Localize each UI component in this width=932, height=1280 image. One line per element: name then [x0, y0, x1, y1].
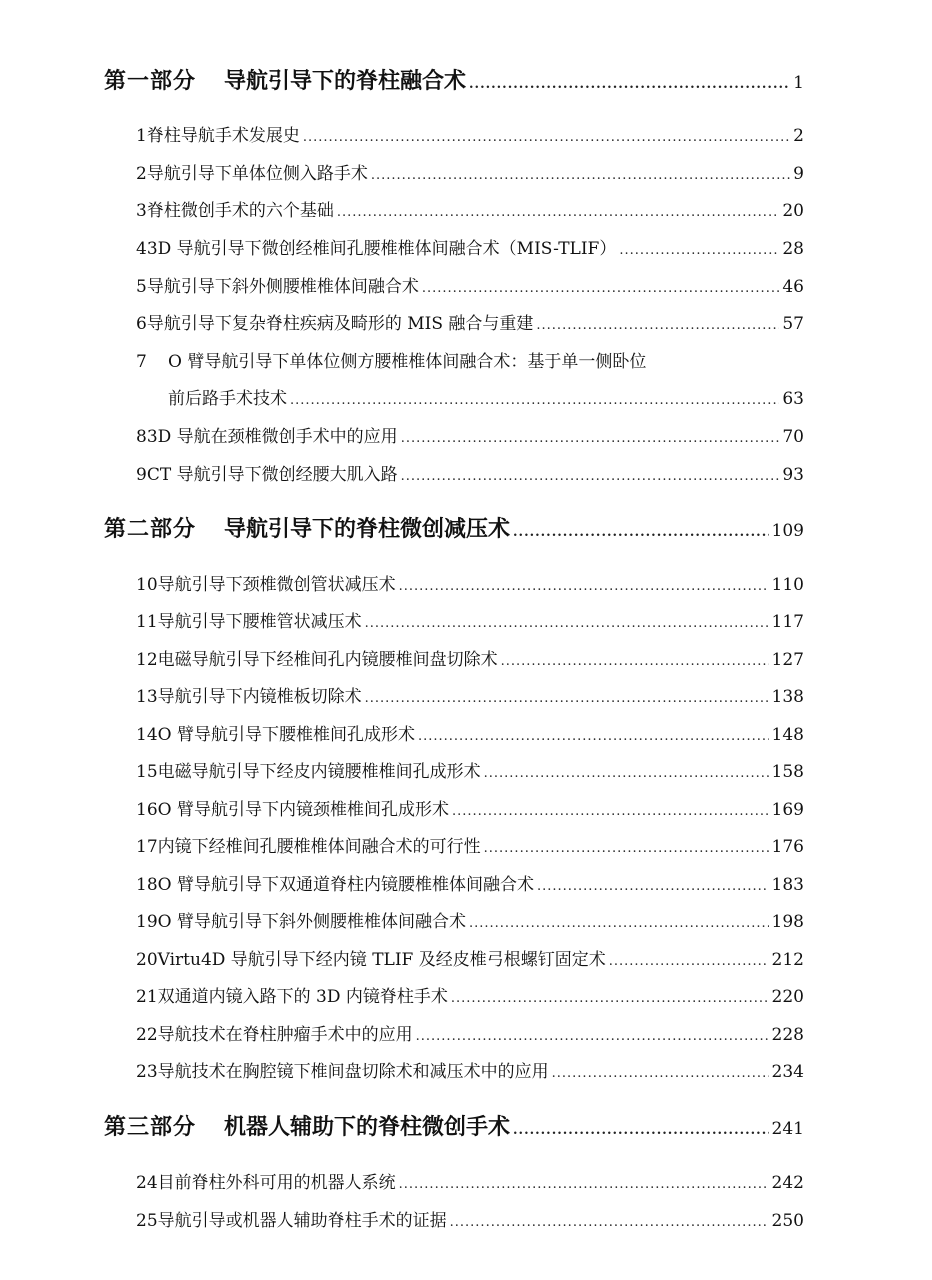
chapter-number: 5	[136, 277, 147, 297]
page-number: 148	[771, 725, 804, 745]
part-label: 第三部分	[104, 1114, 197, 1140]
chapter-title: 电磁导航引导下经皮内镜腰椎椎间孔成形术	[157, 762, 481, 782]
chapter-title: 3D 导航在颈椎微创手术中的应用	[146, 427, 398, 447]
dot-leader	[513, 525, 769, 540]
dot-leader	[416, 1029, 769, 1044]
chapter-title: 导航技术在脊柱肿瘤手术中的应用	[157, 1025, 413, 1045]
dot-leader	[609, 954, 769, 969]
part-title: 导航引导下的脊柱微创减压术	[224, 516, 511, 542]
dot-leader	[365, 616, 769, 631]
chapter-number: 6	[136, 314, 147, 334]
dot-leader	[469, 77, 790, 92]
dot-leader	[418, 729, 769, 744]
chapter-title: 内镜下经椎间孔腰椎椎体间融合术的可行性	[157, 837, 481, 857]
dot-leader	[501, 654, 769, 669]
chapter-title: 3D 导航引导下微创经椎间孔腰椎椎体间融合术（MIS-TLIF）	[146, 239, 617, 259]
chapter-entry[interactable]	[136, 832, 804, 858]
chapter-entry[interactable]	[136, 121, 804, 147]
chapter-entry[interactable]	[136, 1206, 804, 1232]
dot-leader	[401, 431, 780, 446]
chapter-title: 导航引导或机器人辅助脊柱手术的证据	[157, 1211, 447, 1231]
chapter-number: 22	[136, 1025, 158, 1045]
chapter-entry[interactable]	[136, 607, 804, 633]
chapter-entry[interactable]	[136, 1057, 804, 1083]
page-number: 70	[782, 427, 804, 447]
chapter-entry-continued[interactable]	[168, 384, 804, 410]
part-title: 机器人辅助下的脊柱微创手术	[224, 1114, 511, 1140]
page-number: 1	[793, 73, 804, 93]
chapter-entry[interactable]	[136, 422, 804, 448]
part-title: 导航引导下的脊柱融合术	[224, 68, 467, 94]
page-number: 138	[771, 687, 804, 707]
page-number: 28	[782, 239, 804, 259]
chapter-entry[interactable]	[136, 682, 804, 708]
chapter-title: 脊柱导航手术发展史	[146, 126, 300, 146]
dot-leader	[290, 393, 779, 408]
chapter-title: 导航引导下颈椎微创管状减压术	[157, 575, 396, 595]
page-number: 176	[771, 837, 804, 857]
dot-leader	[450, 1215, 769, 1230]
chapter-entry[interactable]	[136, 720, 804, 746]
chapter-entry[interactable]	[136, 159, 804, 185]
chapter-number: 16	[136, 800, 158, 820]
chapter-entry[interactable]	[136, 570, 804, 596]
chapter-entry[interactable]	[136, 1168, 804, 1194]
chapter-title: 脊柱微创手术的六个基础	[146, 201, 334, 221]
chapter-title: 导航引导下单体位侧入路手术	[146, 164, 368, 184]
chapter-number: 13	[136, 687, 158, 707]
dot-leader	[452, 804, 769, 819]
dot-leader	[371, 168, 790, 183]
chapter-number: 12	[136, 650, 158, 670]
dot-leader	[469, 916, 769, 931]
dot-leader	[537, 879, 769, 894]
page-number: 250	[771, 1211, 804, 1231]
dot-leader	[484, 766, 769, 781]
chapter-number: 17	[136, 837, 158, 857]
page-number: 234	[771, 1062, 804, 1082]
chapter-entry[interactable]	[136, 645, 804, 671]
page-number: 20	[782, 201, 804, 221]
chapter-title: 导航引导下斜外侧腰椎椎体间融合术	[146, 277, 419, 297]
page-number: 242	[771, 1173, 804, 1193]
chapter-entry[interactable]	[136, 1020, 804, 1046]
chapter-entry[interactable]	[136, 347, 804, 373]
chapter-entry[interactable]	[136, 870, 804, 896]
page-number: 93	[782, 465, 804, 485]
page-number: 2	[793, 126, 804, 146]
page-number: 241	[771, 1119, 804, 1139]
page-number: 220	[771, 987, 804, 1007]
page-number: 63	[782, 389, 804, 409]
chapter-entry[interactable]	[136, 309, 804, 335]
chapter-number: 3	[136, 201, 147, 221]
page-number: 46	[782, 277, 804, 297]
dot-leader	[536, 318, 779, 333]
chapter-number: 1	[136, 126, 147, 146]
dot-leader	[365, 691, 769, 706]
page-number: 9	[793, 164, 804, 184]
chapter-entry[interactable]	[136, 907, 804, 933]
dot-leader	[399, 1177, 769, 1192]
chapter-number: 24	[136, 1173, 158, 1193]
chapter-number: 15	[136, 762, 158, 782]
chapter-number: 4	[136, 239, 147, 259]
chapter-title: 导航技术在胸腔镜下椎间盘切除术和减压术中的应用	[157, 1062, 549, 1082]
chapter-number: 25	[136, 1211, 158, 1231]
chapter-title: O 臂导航引导下单体位侧方腰椎椎体间融合术：基于单一侧卧位	[168, 352, 647, 372]
chapter-number: 10	[136, 575, 158, 595]
page-number: 158	[771, 762, 804, 782]
chapter-entry[interactable]	[136, 945, 804, 971]
chapter-entry[interactable]	[136, 757, 804, 783]
dot-leader	[399, 579, 769, 594]
page-number: 169	[771, 800, 804, 820]
chapter-entry[interactable]	[136, 795, 804, 821]
chapter-entry[interactable]	[136, 234, 804, 260]
chapter-number: 8	[136, 427, 147, 447]
chapter-number: 20	[136, 950, 158, 970]
chapter-number: 2	[136, 164, 147, 184]
dot-leader	[422, 281, 780, 296]
chapter-number: 23	[136, 1062, 158, 1082]
dot-leader	[513, 1123, 769, 1138]
dot-leader	[552, 1066, 769, 1081]
chapter-number: 21	[136, 987, 158, 1007]
part-label: 第一部分	[104, 68, 197, 94]
chapter-title: O 臂导航引导下斜外侧腰椎椎体间融合术	[157, 912, 466, 932]
page-number: 183	[771, 875, 804, 895]
part-heading[interactable]	[104, 1110, 804, 1140]
part-label: 第二部分	[104, 516, 197, 542]
chapter-entry[interactable]	[136, 196, 804, 222]
chapter-title: Virtu4D 导航引导下经内镜 TLIF 及经皮椎弓根螺钉固定术	[157, 950, 606, 970]
chapter-entry[interactable]	[136, 272, 804, 298]
part-heading[interactable]	[104, 64, 804, 94]
part-heading[interactable]	[104, 512, 804, 542]
chapter-title: 目前脊柱外科可用的机器人系统	[157, 1173, 396, 1193]
chapter-number: 18	[136, 875, 158, 895]
dot-leader	[303, 130, 790, 145]
page-number: 127	[771, 650, 804, 670]
page-number: 110	[771, 575, 804, 595]
chapter-title: O 臂导航引导下双通道脊柱内镜腰椎椎体间融合术	[157, 875, 534, 895]
dot-leader	[451, 991, 769, 1006]
chapter-entry[interactable]	[136, 460, 804, 486]
chapter-title-continued: 前后路手术技术	[168, 389, 287, 409]
page-number: 109	[771, 521, 804, 541]
page-number: 228	[771, 1025, 804, 1045]
page-number: 198	[771, 912, 804, 932]
chapter-number: 7	[136, 352, 147, 372]
dot-leader	[484, 841, 769, 856]
page-number: 117	[771, 612, 804, 632]
chapter-number: 19	[136, 912, 158, 932]
page-number: 212	[771, 950, 804, 970]
dot-leader	[337, 205, 780, 220]
chapter-entry[interactable]	[136, 982, 804, 1008]
dot-leader	[619, 243, 779, 258]
chapter-title: 电磁导航引导下经椎间孔内镜腰椎间盘切除术	[157, 650, 498, 670]
page-number: 57	[782, 314, 804, 334]
chapter-number: 11	[136, 612, 158, 632]
chapter-title: 双通道内镜入路下的 3D 内镜脊柱手术	[157, 987, 448, 1007]
chapter-title: O 臂导航引导下内镜颈椎椎间孔成形术	[157, 800, 449, 820]
chapter-title: 导航引导下复杂脊柱疾病及畸形的 MIS 融合与重建	[146, 314, 534, 334]
dot-leader	[401, 469, 780, 484]
chapter-number: 14	[136, 725, 158, 745]
chapter-title: 导航引导下腰椎管状减压术	[157, 612, 362, 632]
chapter-title: CT 导航引导下微创经腰大肌入路	[146, 465, 398, 485]
chapter-number: 9	[136, 465, 147, 485]
chapter-title: 导航引导下内镜椎板切除术	[157, 687, 362, 707]
chapter-title: O 臂导航引导下腰椎椎间孔成形术	[157, 725, 415, 745]
